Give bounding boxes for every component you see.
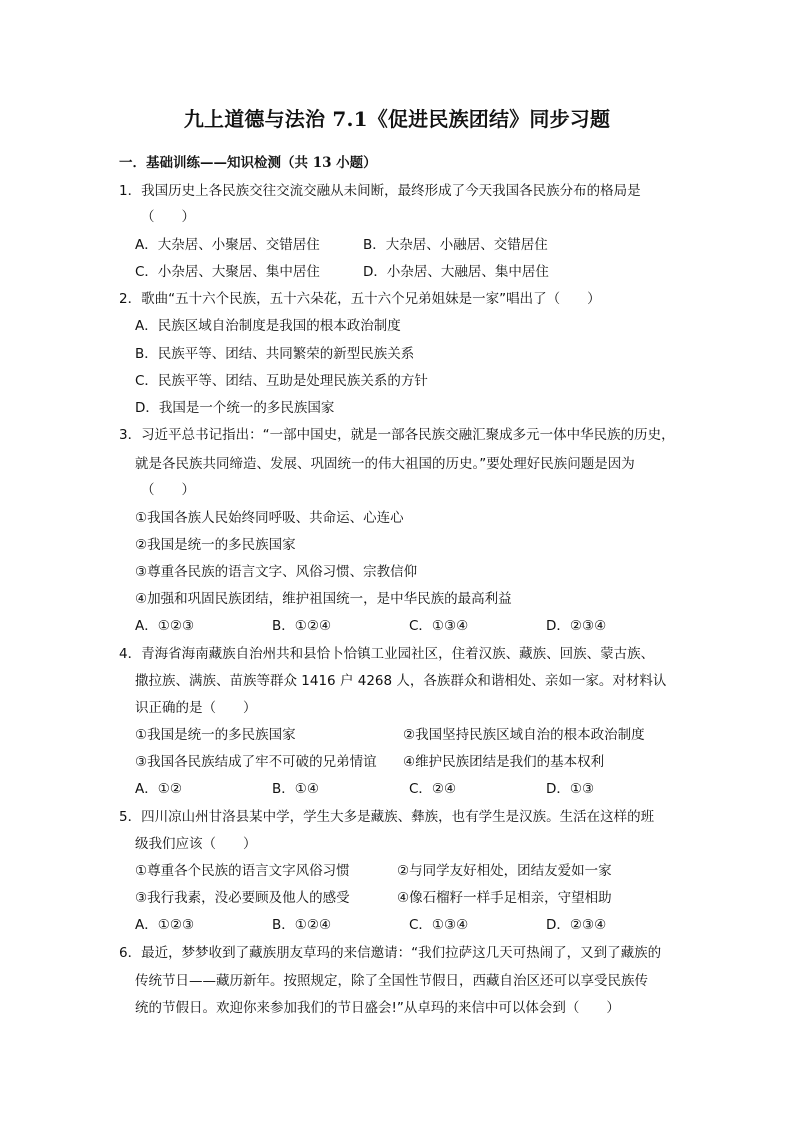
q6-stem-line2: 传统节日——藏历新年。按照规定，除了全国性节假日，西藏自治区还可以享受民族传 [135, 973, 648, 989]
q4-option-a: A．①② [135, 781, 182, 797]
q4-option-b: B．①④ [272, 781, 319, 797]
q4-stem-line1: 4．青海省海南藏族自治州共和县恰卜恰镇工业园社区，住着汉族、藏族、回族、蒙古族、 [119, 646, 655, 662]
q5-statement-1: ①尊重各个民族的语言文字风俗习惯 [135, 863, 350, 879]
q5-option-c: C．①③④ [409, 917, 469, 933]
q1-stem-line1: 1．我国历史上各民族交往交流交融从未间断，最终形成了今天我国各民族分布的格局是 [119, 183, 641, 199]
q3-statement-1: ①我国各族人民始终同呼吸、共命运、心连心 [135, 510, 404, 526]
q2-option-c: C．民族平等、团结、互助是处理民族关系的方针 [135, 373, 428, 389]
q5-statement-4: ④像石榴籽一样手足相亲，守望相助 [397, 890, 612, 906]
q5-statement-3: ③我行我素，没必要顾及他人的感受 [135, 890, 350, 906]
q5-statement-2: ②与同学友好相处，团结友爱如一家 [397, 863, 612, 879]
q5-stem-line1: 5．四川凉山州甘洛县某中学，学生大多是藏族、彝族，也有学生是汉族。生活在这样的班 [119, 809, 655, 825]
q3-option-a: A．①②③ [135, 618, 195, 634]
q1-option-c: C．小杂居、大聚居、集中居住 [135, 264, 320, 280]
q1-option-b: B．大杂居、小融居、交错居住 [363, 237, 548, 253]
q3-stem-line3: （ ） [141, 482, 195, 498]
q4-statement-1: ①我国是统一的多民族国家 [135, 727, 296, 743]
q5-option-d: D．②③④ [546, 917, 607, 933]
q3-option-b: B．①②④ [272, 618, 332, 634]
q2-option-b: B．民族平等、团结、共同繁荣的新型民族关系 [135, 346, 415, 362]
q6-stem-line1: 6．最近，梦梦收到了藏族朋友草玛的来信邀请：“我们拉萨这几天可热闹了，又到了藏族的 [119, 945, 662, 961]
q5-stem-line2: 级我们应该（ ） [135, 836, 257, 852]
q3-statement-2: ②我国是统一的多民族国家 [135, 537, 296, 553]
q3-statement-3: ③尊重各民族的语言文字、风俗习惯、宗教信仰 [135, 564, 418, 580]
q6-stem-line3: 统的节假日。欢迎你来参加我们的节日盛会!”从卓玛的来信中可以体会到（ ） [135, 1000, 620, 1016]
q2-option-d: D．我国是一个统一的多民族国家 [135, 400, 335, 416]
q4-stem-line2: 撒拉族、满族、苗族等群众 1416 户 4268 人，各族群众和谐相处、亲如一家。对材料认 [135, 673, 667, 689]
q5-option-a: A．①②③ [135, 917, 195, 933]
section-heading: 一．基础训练——知识检测（共 13 小题） [119, 155, 377, 171]
q4-option-c: C．②④ [409, 781, 457, 797]
document-title: 九上道德与法治 7.1《促进民族团结》同步习题 [183, 107, 611, 131]
q4-statement-2: ②我国坚持民族区域自治的根本政治制度 [403, 727, 645, 743]
q2-option-a: A．民族区域自治制度是我国的根本政治制度 [135, 318, 401, 334]
q3-option-c: C．①③④ [409, 618, 469, 634]
q4-stem-line3: 识正确的是（ ） [135, 700, 257, 716]
q4-statement-4: ④维护民族团结是我们的基本权利 [403, 754, 605, 770]
q1-option-a: A．大杂居、小聚居、交错居住 [135, 237, 320, 253]
q1-option-d: D．小杂居、大融居、集中居住 [363, 264, 549, 280]
q5-option-b: B．①②④ [272, 917, 332, 933]
q3-stem-line1: 3．习近平总书记指出：“一部中国史，就是一部各民族交融汇聚成多元一体中华民族的历史， [119, 427, 675, 443]
q1-stem-line2: （ ） [141, 209, 195, 225]
q3-stem-line2: 就是各民族共同缔造、发展、巩固统一的伟大祖国的历史。”要处理好民族问题是因为 [135, 456, 635, 472]
q4-statement-3: ③我国各民族结成了牢不可破的兄弟情谊 [135, 754, 377, 770]
q2-stem-line1: 2．歌曲“五十六个民族，五十六朵花，五十六个兄弟姐妹是一家”唱出了（ ） [119, 291, 601, 307]
q3-statement-4: ④加强和巩固民族团结，维护祖国统一，是中华民族的最高利益 [135, 591, 512, 607]
q3-option-d: D．②③④ [546, 618, 607, 634]
q4-option-d: D．①③ [546, 781, 595, 797]
